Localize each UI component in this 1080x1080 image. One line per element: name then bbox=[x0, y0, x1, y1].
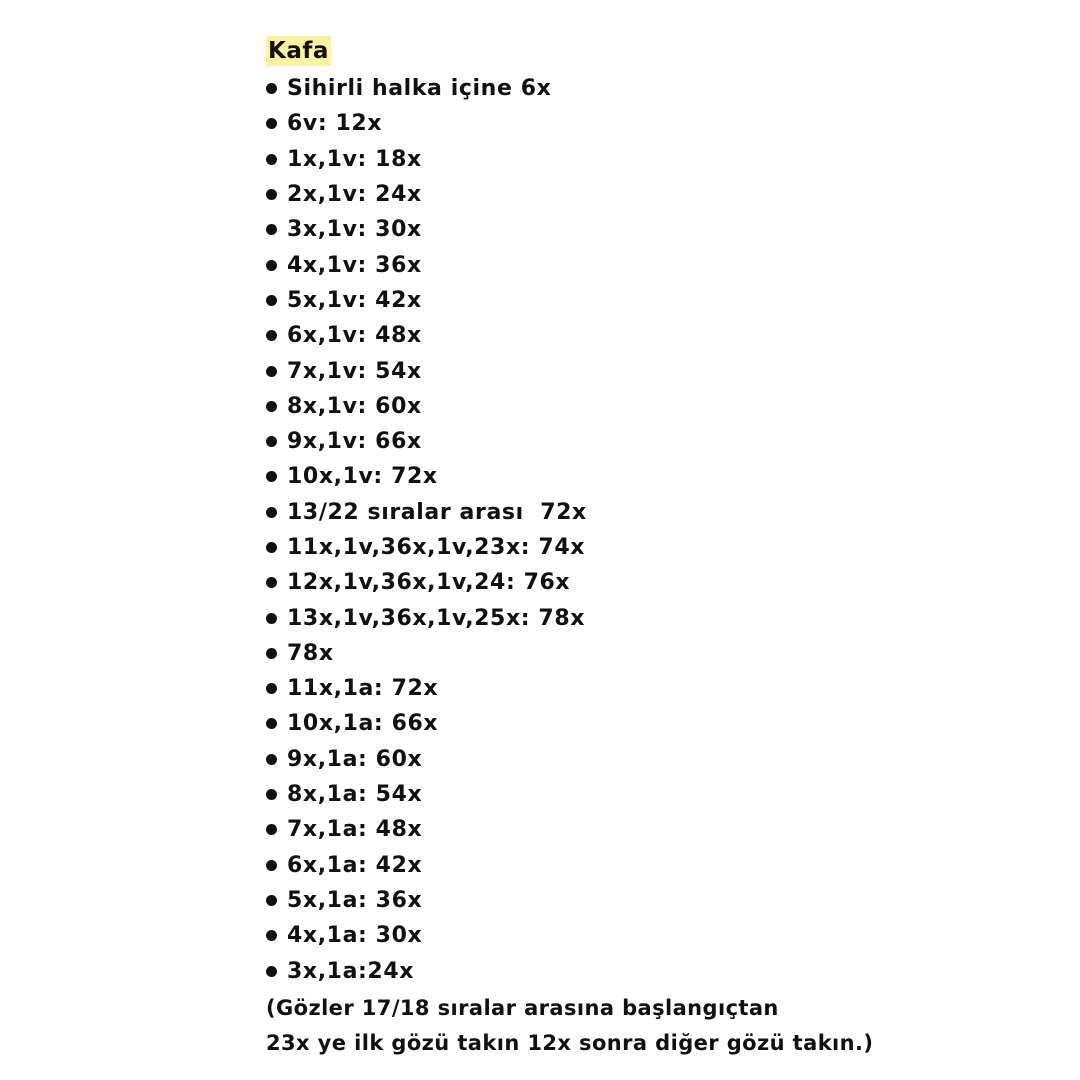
bullet-icon bbox=[266, 401, 277, 412]
list-item bbox=[266, 71, 1066, 106]
row-text: 13x,1v,36x,1v,25x: 78x bbox=[287, 605, 586, 631]
row-text: 1x,1v: 18x bbox=[287, 146, 422, 172]
list-item bbox=[266, 953, 1066, 988]
list-item bbox=[266, 247, 1066, 282]
row-text: Sihirli halka içine 6x bbox=[287, 76, 552, 102]
list-item bbox=[266, 812, 1066, 847]
row-text: 3x,1v: 30x bbox=[287, 217, 422, 243]
list-item bbox=[266, 459, 1066, 494]
bullet-icon bbox=[266, 789, 277, 800]
row-text: 9x,1a: 60x bbox=[287, 746, 423, 772]
row-text: 10x,1v: 72x bbox=[287, 464, 438, 490]
row-text: 11x,1v,36x,1v,23x: 74x bbox=[287, 535, 586, 560]
bullet-icon bbox=[266, 718, 277, 729]
row-text: 7x,1v: 54x bbox=[287, 358, 422, 384]
bullet-icon bbox=[266, 366, 277, 377]
list-item bbox=[266, 424, 1066, 459]
bullet-icon bbox=[266, 683, 277, 694]
bullet-icon bbox=[266, 154, 277, 165]
row-text: 4x,1v: 36x bbox=[287, 252, 422, 278]
bullet-icon bbox=[266, 436, 277, 447]
list-item bbox=[266, 848, 1066, 883]
list-item bbox=[266, 706, 1066, 741]
row-text: 9x,1v: 66x bbox=[287, 429, 422, 455]
row-text: 6x,1a: 42x bbox=[287, 852, 423, 878]
list-item bbox=[266, 565, 1066, 600]
bullet-icon bbox=[266, 648, 277, 659]
bullet-icon bbox=[266, 189, 277, 200]
row-text: 3x,1a:24x bbox=[287, 958, 415, 984]
list-item bbox=[266, 742, 1066, 777]
bullet-icon bbox=[266, 507, 277, 518]
row-text: 8x,1v: 60x bbox=[287, 393, 422, 419]
row-text: 2x,1v: 24x bbox=[287, 182, 422, 208]
bullet-icon bbox=[266, 260, 277, 271]
section-title: Kafa bbox=[268, 38, 329, 64]
list-item bbox=[266, 918, 1066, 953]
note-line-1: (Gözler 17/18 sıralar arasına başlangıçtan bbox=[266, 995, 779, 1020]
row-text: 6v: 12x bbox=[287, 111, 383, 137]
row-text: 10x,1a: 66x bbox=[287, 711, 439, 737]
row-text: 78x bbox=[287, 640, 334, 666]
bullet-icon bbox=[266, 860, 277, 871]
row-text: 7x,1a: 48x bbox=[287, 817, 423, 843]
bullet-icon bbox=[266, 295, 277, 306]
list-item bbox=[266, 389, 1066, 424]
row-text: 11x,1a: 72x bbox=[287, 676, 439, 702]
eye-placement-note bbox=[266, 991, 1066, 1061]
bullet-icon bbox=[266, 613, 277, 624]
bullet-icon bbox=[266, 577, 277, 588]
list-item bbox=[266, 142, 1066, 177]
list-item bbox=[266, 883, 1066, 918]
bullet-icon bbox=[266, 930, 277, 941]
pattern-page bbox=[266, 36, 1066, 1061]
list-item bbox=[266, 177, 1066, 212]
row-text: 8x,1a: 54x bbox=[287, 782, 423, 808]
row-text: 5x,1a: 36x bbox=[287, 887, 423, 913]
list-item bbox=[266, 212, 1066, 247]
note-line-2: 23x ye ilk gözü takın 12x sonra diğer gözü takın.) bbox=[266, 1030, 874, 1055]
row-text: 6x,1v: 48x bbox=[287, 323, 422, 349]
list-item bbox=[266, 671, 1066, 706]
bullet-icon bbox=[266, 83, 277, 94]
row-text: 12x,1v,36x,1v,24: 76x bbox=[287, 570, 571, 596]
row-text: 13/22 sıralar arası 72x bbox=[287, 499, 587, 525]
row-text: 4x,1a: 30x bbox=[287, 923, 423, 949]
list-item bbox=[266, 318, 1066, 353]
list-item bbox=[266, 106, 1066, 141]
bullet-icon bbox=[266, 754, 277, 765]
list-item bbox=[266, 495, 1066, 530]
bullet-icon bbox=[266, 895, 277, 906]
bullet-icon bbox=[266, 330, 277, 341]
list-item bbox=[266, 777, 1066, 812]
bullet-icon bbox=[266, 824, 277, 835]
list-item bbox=[266, 283, 1066, 318]
bullet-icon bbox=[266, 224, 277, 235]
row-text: 5x,1v: 42x bbox=[287, 287, 422, 313]
row-list bbox=[266, 71, 1066, 989]
list-item bbox=[266, 353, 1066, 388]
list-item bbox=[266, 530, 1066, 565]
list-item bbox=[266, 636, 1066, 671]
bullet-icon bbox=[266, 966, 277, 977]
bullet-icon bbox=[266, 118, 277, 129]
bullet-icon bbox=[266, 471, 277, 482]
list-item bbox=[266, 600, 1066, 635]
bullet-icon bbox=[266, 542, 277, 553]
